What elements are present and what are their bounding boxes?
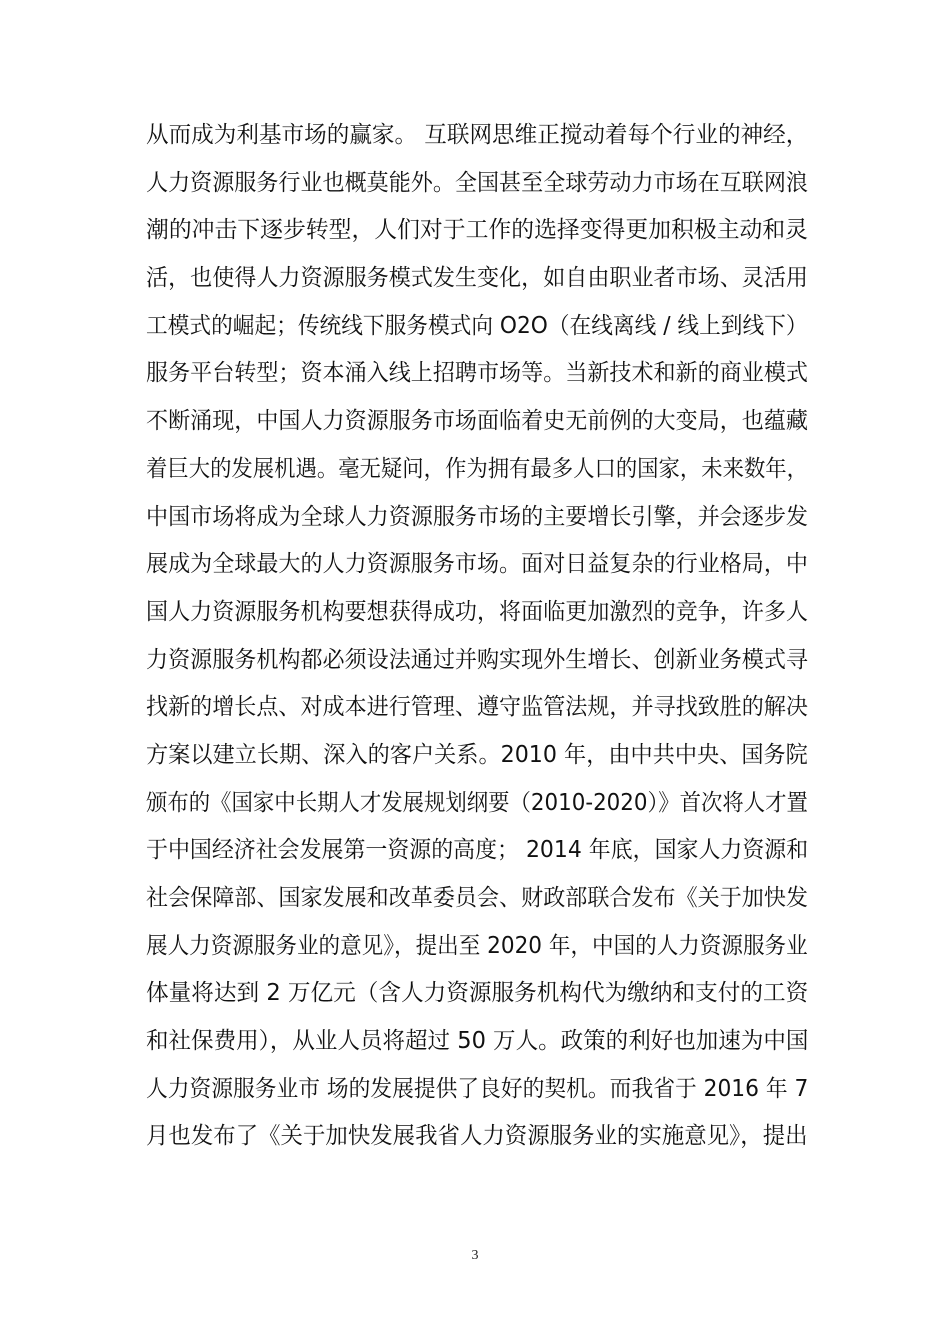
text-line: 国人力资源服务机构要想获得成功，将面临更加激烈的竞争，许多人 xyxy=(146,598,808,625)
page-number: 3 xyxy=(471,1248,479,1263)
text-line: 和社保费用），从业人员将超过 50 万人。政策的利好也加速为中国 xyxy=(146,1028,809,1055)
text-line: 不断涌现，中国人力资源服务市场面临着史无前例的大变局，也蕴藏 xyxy=(146,408,808,435)
text-line: 方案以建立长期、深入的客户关系。2010 年，由中共中央、国务院 xyxy=(146,741,808,768)
text-line: 月也发布了《关于加快发展我省人力资源服务业的实施意见》，提出 xyxy=(146,1123,808,1150)
text-line: 于中国经济社会发展第一资源的高度； 2014 年底，国家人力资源和 xyxy=(146,837,809,864)
text-line: 人力资源服务行业也概莫能外。全国甚至全球劳动力市场在互联网浪 xyxy=(146,169,808,196)
text-line: 着巨大的发展机遇。毫无疑问，作为拥有最多人口的国家，未来数年， xyxy=(146,455,809,482)
text-line: 体量将达到 2 万亿元（含人力资源服务机构代为缴纳和支付的工资 xyxy=(146,980,809,1007)
text-line: 找新的增长点、对成本进行管理、遵守监管法规，并寻找致胜的解决 xyxy=(146,694,808,721)
text-line: 服务平台转型；资本涌入线上招聘市场等。当新技术和新的商业模式 xyxy=(146,360,808,387)
text-line: 潮的冲击下逐步转型，人们对于工作的选择变得更加积极主动和灵 xyxy=(146,217,808,244)
text-line: 展成为全球最大的人力资源服务市场。面对日益复杂的行业格局，中 xyxy=(146,551,808,578)
text-line: 人力资源服务业市 场的发展提供了良好的契机。而我省于 2016 年 7 xyxy=(146,1075,809,1102)
text-line: 力资源服务机构都必须设法通过并购实现外生增长、创新业务模式寻 xyxy=(146,646,808,673)
body-text xyxy=(146,112,808,1161)
text-line: 从而成为利基市场的赢家。 互联网思维正搅动着每个行业的神经， xyxy=(146,122,809,148)
text-line: 活，也使得人力资源服务模式发生变化，如自由职业者市场、灵活用 xyxy=(146,265,808,292)
text-line: 中国市场将成为全球人力资源服务市场的主要增长引擎，并会逐步发 xyxy=(146,503,808,530)
text-line: 展人力资源服务业的意见》，提出至 2020 年，中国的人力资源服务业 xyxy=(146,932,808,959)
text-line: 颁布的《国家中长期人才发展规划纲要（2010-2020）》首次将人才置 xyxy=(146,789,808,816)
text-line: 社会保障部、国家发展和改革委员会、财政部联合发布《关于加快发 xyxy=(146,885,808,911)
text-line: 工模式的崛起；传统线下服务模式向 O2O（在线离线 / 线上到线下） xyxy=(146,312,808,339)
